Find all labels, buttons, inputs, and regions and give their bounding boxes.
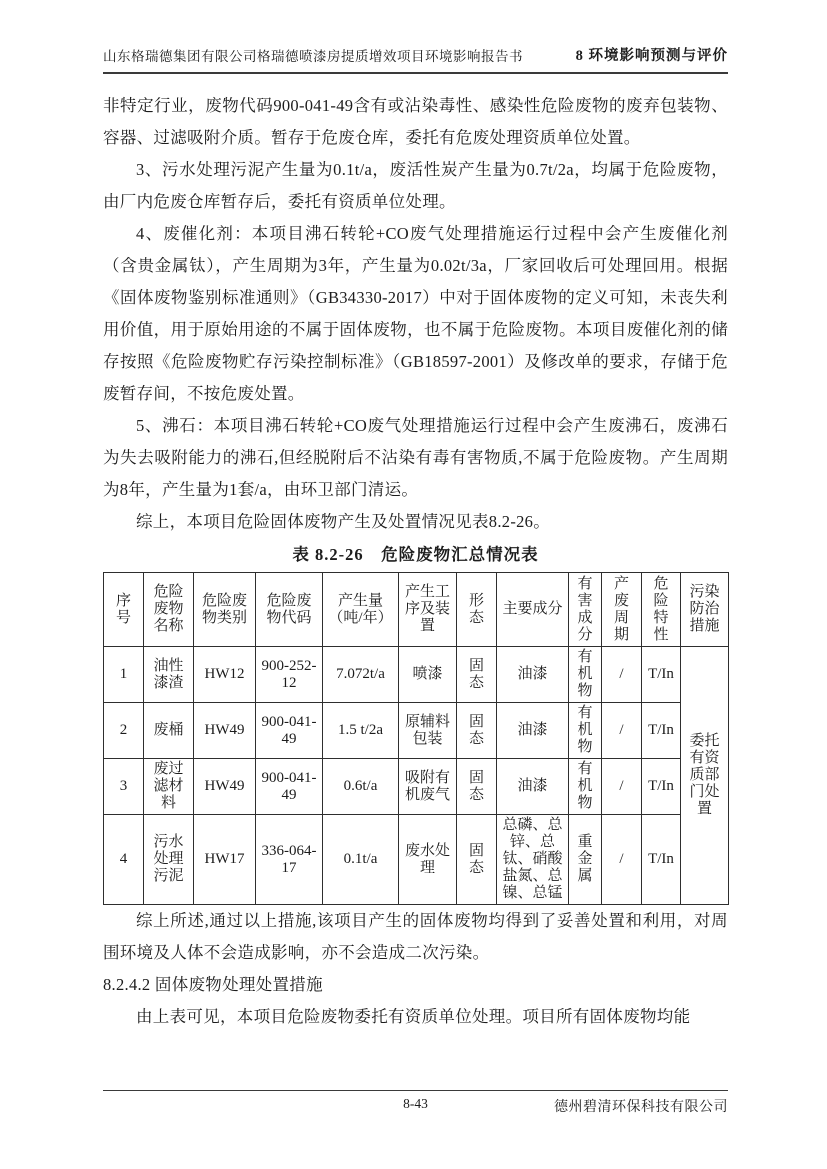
table-cell: / <box>602 647 642 703</box>
para-disposal-measures: 由上表可见，本项目危险废物委托有资质单位处理。项目所有固体废物均能 <box>136 1007 691 1026</box>
page-number: 8-43 <box>403 1096 428 1111</box>
table-cell: 1 <box>104 647 144 703</box>
header-chapter-title: 8 环境影响预测与评价 <box>575 48 728 64</box>
table-cell: 固态 <box>457 759 497 815</box>
table-cell: 油漆 <box>497 703 569 759</box>
table-row <box>104 647 729 703</box>
hazardous-waste-table <box>103 572 729 905</box>
table-cell: 固态 <box>457 647 497 703</box>
footer-row <box>103 1096 728 1116</box>
column-header: 污染防治措施 <box>681 573 729 647</box>
table-cell: T/In <box>642 759 681 815</box>
column-header: 产生工序及装置 <box>399 573 457 647</box>
para-spent-catalyst: 4、废催化剂：本项目沸石转轮+CO废气处理措施运行过程中会产生废催化剂（含贵金属钛），产生周期为3年，产生量为0.02t/3a，厂家回收后可处理回用。根据《固体废物鉴别标准通则》（GB34330-2017）中对于固体废物的定义可知，未丧失利用价值，用于原始用途的不属于固体废物，也不属于危险废物。本项目废催化剂的储存按照《危险废物贮存污染控制标准》（GB18597-2001）及修改单的要求，存储于危废暂存间，不按危废处置。 <box>103 224 728 403</box>
table-head <box>104 573 729 647</box>
table-cell: 废桶 <box>144 703 194 759</box>
table-cell: 有机物 <box>569 647 602 703</box>
table-cell: / <box>602 703 642 759</box>
table-cell: 0.1t/a <box>323 815 399 905</box>
table-cell: 重金属 <box>569 815 602 905</box>
para-summary-ref: 综上，本项目危险固体废物产生及处置情况见表8.2-26。 <box>136 512 551 531</box>
para-zeolite: 5、沸石：本项目沸石转轮+CO废气处理措施运行过程中会产生废沸石，废沸石为失去吸附能力的沸石,但经脱附后不沾染有毒有害物质,不属于危险废物。产生周期为8年，产生量为1套/a，由环卫部门清运。 <box>103 416 728 499</box>
column-header: 主要成分 <box>497 573 569 647</box>
table-row <box>104 703 729 759</box>
header-report-title: 山东格瑞德集团有限公司格瑞德喷漆房提质增效项目环境影响报告书 <box>103 49 523 64</box>
table-cell: 固态 <box>457 703 497 759</box>
page-content <box>103 90 728 1033</box>
doc-footer <box>103 1090 728 1116</box>
table-cell: 1.5 t/2a <box>323 703 399 759</box>
table-cell: 废过滤材料 <box>144 759 194 815</box>
section-heading-8242: 8.2.4.2 固体废物处理处置措施 <box>103 975 323 994</box>
para-conclusion: 综上所述,通过以上措施,该项目产生的固体废物均得到了妥善处置和利用，对周围环境及人体不会造成影响，亦不会造成二次污染。 <box>103 911 728 962</box>
table-cell: 喷漆 <box>399 647 457 703</box>
table-cell: 废水处理 <box>399 815 457 905</box>
table-cell: 吸附有机废气 <box>399 759 457 815</box>
column-header: 危险废物名称 <box>144 573 194 647</box>
table-cell: T/In <box>642 647 681 703</box>
column-header: 危险废物类别 <box>194 573 256 647</box>
table-cell: HW12 <box>194 647 256 703</box>
table-cell: T/In <box>642 815 681 905</box>
table-cell: HW17 <box>194 815 256 905</box>
column-header: 产废周期 <box>602 573 642 647</box>
table-cell: 油漆 <box>497 759 569 815</box>
table-row <box>104 759 729 815</box>
table-cell: HW49 <box>194 703 256 759</box>
table-cell-control-measure: 委托有资质部门处置 <box>681 647 729 905</box>
table-cell: 3 <box>104 759 144 815</box>
para-sludge-carbon: 3、污水处理污泥产生量为0.1t/a，废活性炭产生量为0.7t/2a，均属于危险废物，由厂内危废仓库暂存后，委托有资质单位处理。 <box>103 160 728 211</box>
table-cell: 固态 <box>457 815 497 905</box>
table-cell: 900-041-49 <box>256 703 323 759</box>
table-cell: 油性漆渣 <box>144 647 194 703</box>
table-cell: 900-252-12 <box>256 647 323 703</box>
column-header: 序号 <box>104 573 144 647</box>
table-body <box>104 647 729 905</box>
table-cell: 有机物 <box>569 703 602 759</box>
column-header: 危险特性 <box>642 573 681 647</box>
table-cell: T/In <box>642 703 681 759</box>
table-cell: 4 <box>104 815 144 905</box>
table-title: 表 8.2-26 危险废物汇总情况表 <box>292 545 539 564</box>
table-cell: 900-041-49 <box>256 759 323 815</box>
column-header: 产生量（吨/年） <box>323 573 399 647</box>
table-cell: / <box>602 815 642 905</box>
table-cell: 336-064-17 <box>256 815 323 905</box>
table-cell: 2 <box>104 703 144 759</box>
column-header: 有害成分 <box>569 573 602 647</box>
table-cell: / <box>602 759 642 815</box>
para-packaging-waste: 非特定行业，废物代码900-041-49含有或沾染毒性、感染性危险废物的废弃包装物、容器、过滤吸附介质。暂存于危废仓库，委托有危废处理资质单位处置。 <box>103 96 728 147</box>
table-cell: 有机物 <box>569 759 602 815</box>
table-cell: 原辅料包装 <box>399 703 457 759</box>
table-cell: 0.6t/a <box>323 759 399 815</box>
table-cell: 总磷、总锌、总钛、硝酸盐氮、总镍、总锰 <box>497 815 569 905</box>
table-row <box>104 815 729 905</box>
footer-company: 德州碧清环保科技有限公司 <box>554 1100 728 1115</box>
table-cell: 7.072t/a <box>323 647 399 703</box>
table-cell: HW49 <box>194 759 256 815</box>
column-header: 形态 <box>457 573 497 647</box>
table-cell: 油漆 <box>497 647 569 703</box>
column-header: 危险废物代码 <box>256 573 323 647</box>
table-cell: 污水处理污泥 <box>144 815 194 905</box>
doc-header <box>103 44 728 74</box>
table-header-row <box>104 573 729 647</box>
